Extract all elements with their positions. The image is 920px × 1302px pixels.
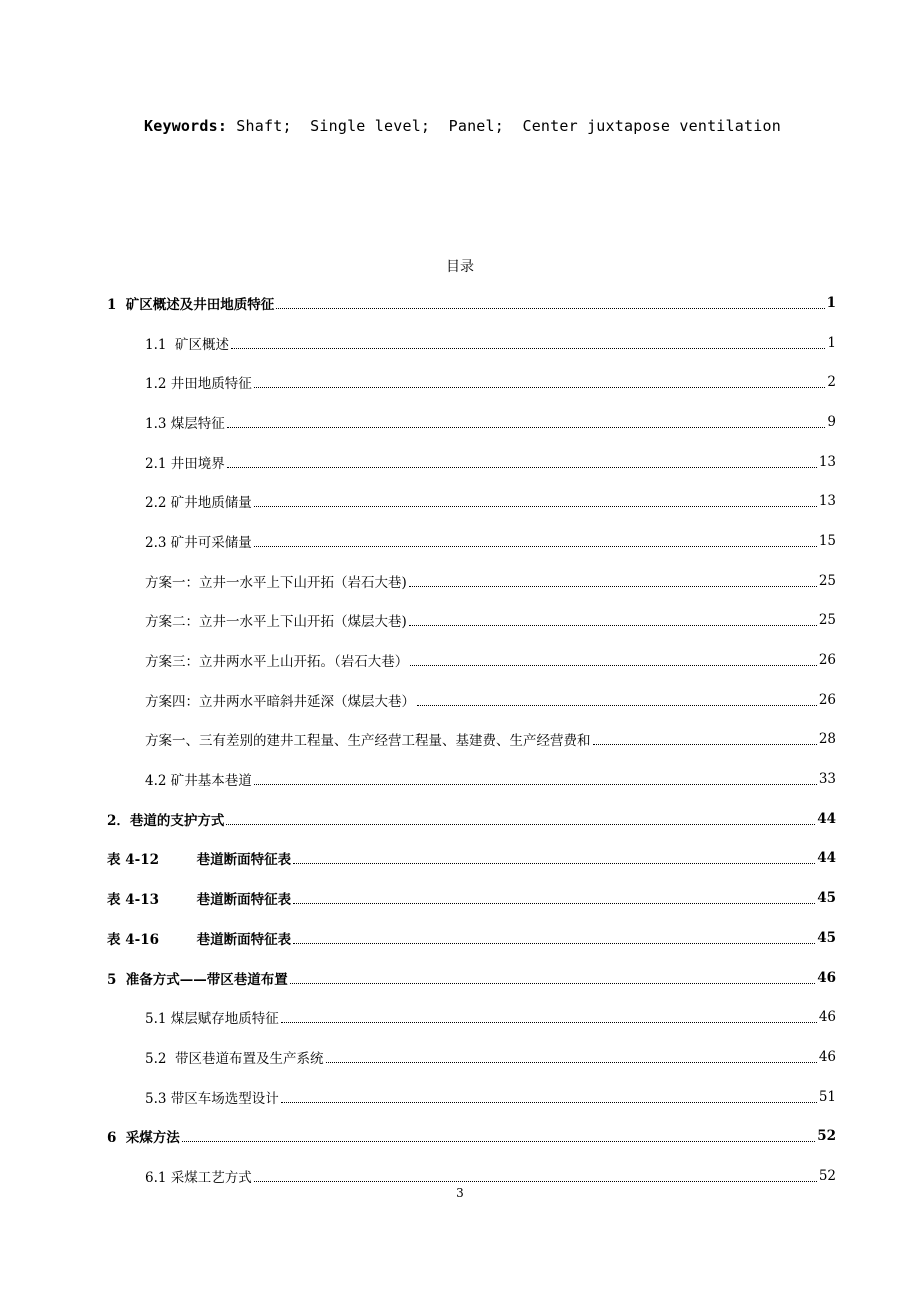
toc-leader-dots bbox=[410, 664, 817, 666]
toc-entry-page: 13 bbox=[818, 493, 836, 510]
toc-leader-dots bbox=[293, 942, 815, 944]
toc-entry[interactable] bbox=[107, 561, 836, 601]
toc-entry[interactable] bbox=[107, 997, 836, 1037]
toc-entry-page: 25 bbox=[818, 572, 836, 589]
toc-entry-page: 45 bbox=[817, 929, 836, 946]
toc-entry-page: 51 bbox=[818, 1088, 836, 1105]
toc-leader-dots bbox=[409, 624, 817, 626]
toc-entry-label: 1.3 煤层特征 bbox=[145, 415, 225, 432]
toc-entry-label: 方案一、三有差别的建井工程量、生产经营工程量、基建费、生产经营费和 bbox=[145, 733, 591, 750]
toc-leader-dots bbox=[281, 1021, 817, 1023]
toc-leader-dots bbox=[276, 307, 824, 309]
toc-leader-dots bbox=[326, 1061, 817, 1063]
toc-entry[interactable] bbox=[107, 799, 836, 839]
toc-entry-label: 方案四：立井两水平暗斜井延深（煤层大巷） bbox=[145, 693, 415, 710]
toc-entry[interactable] bbox=[107, 1077, 836, 1117]
toc-leader-dots bbox=[254, 1180, 817, 1182]
toc-entry-page: 28 bbox=[818, 731, 836, 748]
toc-entry[interactable] bbox=[107, 680, 836, 720]
toc-entry-page: 1 bbox=[826, 294, 836, 311]
toc-entry[interactable] bbox=[107, 442, 836, 482]
keywords-label: Keywords: bbox=[144, 117, 228, 135]
toc-leader-dots bbox=[409, 585, 817, 587]
toc-leader-dots bbox=[227, 466, 817, 468]
toc-entry-label: 2.2 矿井地质储量 bbox=[145, 495, 252, 512]
toc-leader-dots bbox=[281, 1101, 817, 1103]
toc-entry[interactable] bbox=[107, 481, 836, 521]
toc-entry-page: 26 bbox=[818, 691, 836, 708]
toc-entry-label: 2．巷道的支护方式 bbox=[107, 812, 225, 829]
toc-entry-page: 15 bbox=[818, 532, 836, 549]
toc-entry-label: 表 4-12 巷道断面特征表 bbox=[107, 852, 292, 869]
page-number: 3 bbox=[456, 1186, 464, 1200]
toc-entry-label: 5.1 煤层赋存地质特征 bbox=[145, 1011, 279, 1028]
keywords-text: Shaft; Single level; Panel; Center juxtapose ventilation bbox=[227, 117, 781, 135]
toc-entry-page: 52 bbox=[818, 1167, 836, 1184]
toc-title: 目录 bbox=[446, 259, 474, 275]
toc-entry[interactable] bbox=[107, 362, 836, 402]
toc-entry-label: 方案三：立井两水平上山开拓。（岩石大巷） bbox=[145, 654, 409, 671]
toc-entry-page: 46 bbox=[817, 969, 836, 986]
toc-entry-label: 4.2 矿井基本巷道 bbox=[145, 773, 252, 790]
toc-entry-page: 26 bbox=[818, 652, 836, 669]
toc-leader-dots bbox=[254, 386, 826, 388]
toc-entry[interactable] bbox=[107, 601, 836, 641]
toc-leader-dots bbox=[293, 862, 815, 864]
toc-entry[interactable] bbox=[107, 839, 836, 879]
toc-entry[interactable] bbox=[107, 323, 836, 363]
toc-entry-label: 1.2 井田地质特征 bbox=[145, 376, 252, 393]
toc-entry[interactable] bbox=[107, 958, 836, 998]
toc-entry-page: 2 bbox=[827, 374, 836, 391]
toc-entry-page: 52 bbox=[817, 1128, 836, 1145]
toc-entry-label: 方案一：立井一水平上下山开拓（岩石大巷) bbox=[145, 574, 407, 591]
toc-entry-label: 方案二：立井一水平上下山开拓（煤层大巷) bbox=[145, 614, 407, 631]
toc-leader-dots bbox=[254, 505, 817, 507]
toc-entry-label: 5.2 带区巷道布置及生产系统 bbox=[145, 1050, 324, 1067]
toc-entry[interactable] bbox=[107, 1116, 836, 1156]
toc-entry-label: 6 采煤方法 bbox=[107, 1130, 180, 1147]
toc-entry-page: 9 bbox=[827, 413, 836, 430]
toc-entry-page: 33 bbox=[818, 771, 836, 788]
toc-leader-dots bbox=[290, 982, 815, 984]
toc-entry-page: 44 bbox=[817, 850, 836, 867]
keywords-line bbox=[144, 117, 781, 135]
toc-entry-page: 1 bbox=[827, 334, 836, 351]
toc-entry[interactable] bbox=[107, 402, 836, 442]
toc-leader-dots bbox=[593, 743, 817, 745]
toc-entry-label: 2.3 矿井可采储量 bbox=[145, 534, 252, 551]
toc-entry-page: 45 bbox=[817, 890, 836, 907]
toc-leader-dots bbox=[226, 823, 815, 825]
toc-entry-page: 13 bbox=[818, 453, 836, 470]
toc-entry-page: 44 bbox=[817, 810, 836, 827]
toc-entry[interactable] bbox=[107, 918, 836, 958]
toc-entry-label: 2.1 井田境界 bbox=[145, 455, 225, 472]
toc-leader-dots bbox=[254, 783, 817, 785]
toc-entry[interactable] bbox=[107, 640, 836, 680]
toc-entry[interactable] bbox=[107, 1037, 836, 1077]
toc-entry[interactable] bbox=[107, 878, 836, 918]
toc-leader-dots bbox=[182, 1140, 815, 1142]
toc-entry-label: 1.1 矿区概述 bbox=[145, 336, 230, 353]
toc-leader-dots bbox=[227, 426, 826, 428]
toc-entry-label: 5.3 带区车场选型设计 bbox=[145, 1090, 279, 1107]
toc-entry[interactable] bbox=[107, 283, 836, 323]
toc-leader-dots bbox=[254, 545, 817, 547]
toc-entry-label: 表 4-16 巷道断面特征表 bbox=[107, 931, 292, 948]
toc-entry-label: 5 准备方式——带区巷道布置 bbox=[107, 971, 288, 988]
toc-entry-page: 46 bbox=[818, 1048, 836, 1065]
toc-entry-label: 表 4-13 巷道断面特征表 bbox=[107, 892, 292, 909]
table-of-contents bbox=[107, 283, 836, 1196]
toc-entry[interactable] bbox=[107, 521, 836, 561]
toc-leader-dots bbox=[293, 902, 815, 904]
toc-leader-dots bbox=[231, 347, 825, 349]
toc-entry[interactable] bbox=[107, 720, 836, 760]
toc-entry-label: 6.1 采煤工艺方式 bbox=[145, 1169, 252, 1186]
toc-entry-page: 46 bbox=[818, 1009, 836, 1026]
toc-leader-dots bbox=[417, 704, 817, 706]
toc-entry-label: 1 矿区概述及井田地质特征 bbox=[107, 296, 275, 313]
toc-entry[interactable] bbox=[107, 759, 836, 799]
toc-entry-page: 25 bbox=[818, 612, 836, 629]
